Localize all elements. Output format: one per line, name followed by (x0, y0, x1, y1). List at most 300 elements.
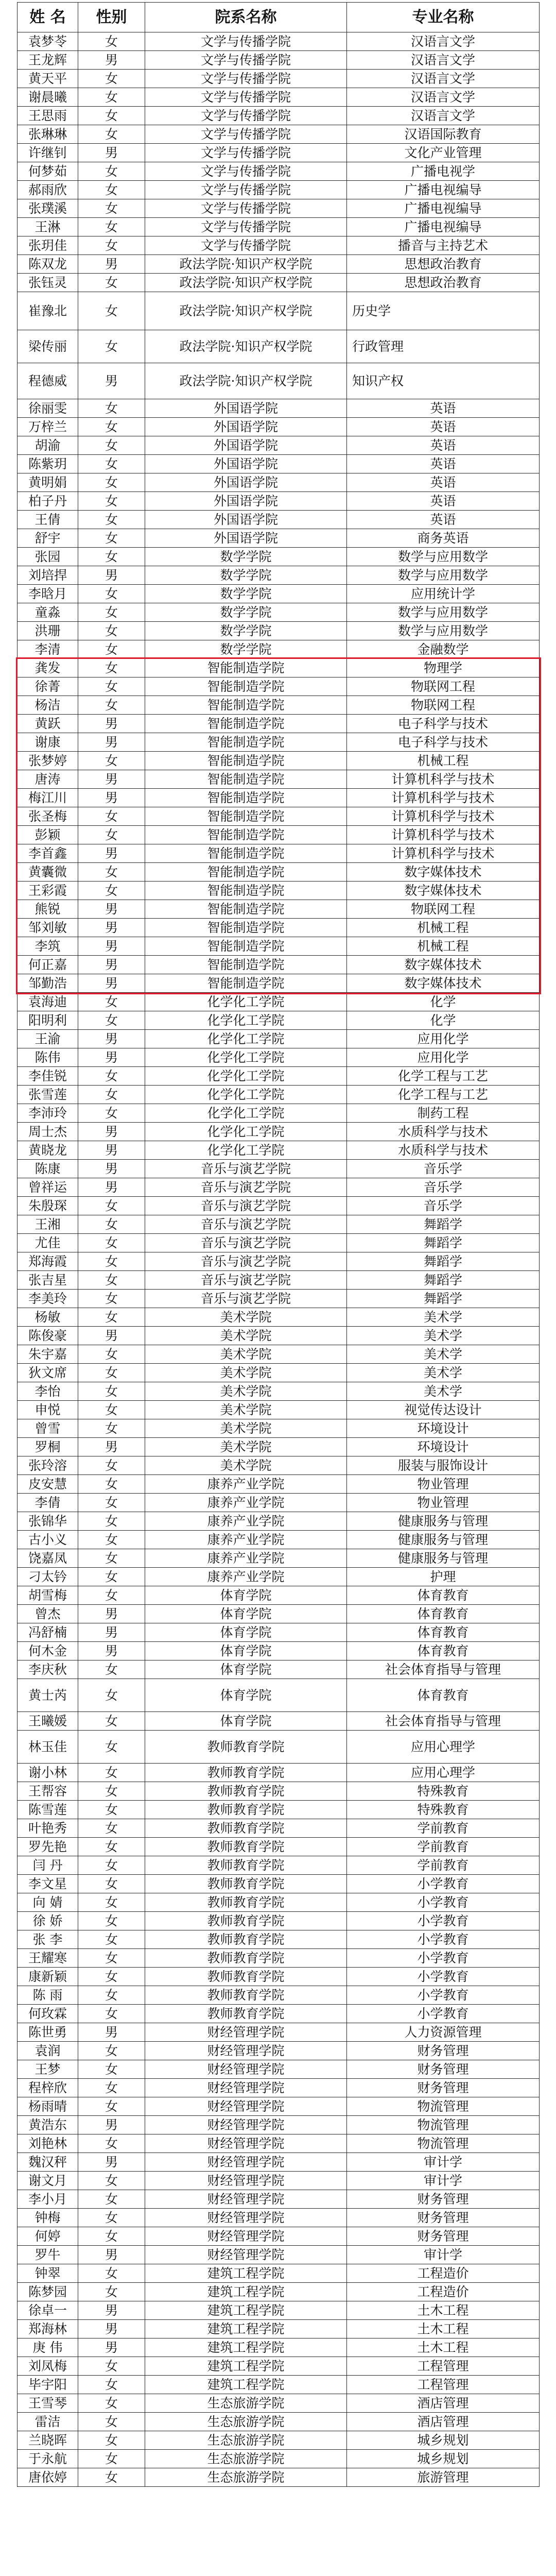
table-row (18, 88, 540, 107)
cell-gender: 女 (78, 752, 145, 770)
cell-major: 汉语国际教育 (347, 125, 540, 144)
cell-gender: 男 (78, 2246, 145, 2264)
cell-college: 体育学院 (145, 1586, 347, 1605)
cell-college: 政法学院·知识产权学院 (145, 330, 347, 363)
cell-name: 皮安慧 (18, 1475, 78, 1494)
cell-gender: 女 (78, 1215, 145, 1234)
table-row (18, 1086, 540, 1104)
cell-name: 洪珊 (18, 622, 78, 640)
table-row (18, 51, 540, 70)
cell-gender: 女 (78, 1345, 145, 1364)
cell-major: 物联网工程 (347, 677, 540, 696)
cell-college: 生态旅游学院 (145, 2394, 347, 2413)
cell-gender: 男 (78, 937, 145, 956)
cell-name: 徐卓一 (18, 2301, 78, 2320)
cell-name: 刘凤梅 (18, 2357, 78, 2376)
cell-name: 王梦 (18, 2060, 78, 2079)
table-row (18, 1623, 540, 1642)
cell-college: 生态旅游学院 (145, 2468, 347, 2487)
cell-gender: 女 (78, 2357, 145, 2376)
table-row (18, 1782, 540, 1801)
cell-name: 兰晓晖 (18, 2431, 78, 2450)
cell-major: 财务管理 (347, 2060, 540, 2079)
cell-major: 音乐学 (347, 1160, 540, 1178)
cell-major: 服装与服饰设计 (347, 1456, 540, 1475)
cell-major: 计算机科学与技术 (347, 770, 540, 789)
cell-name: 胡渝 (18, 436, 78, 455)
cell-major: 机械工程 (347, 919, 540, 937)
table-row (18, 1067, 540, 1086)
cell-major: 化学 (347, 993, 540, 1011)
cell-gender: 女 (78, 1494, 145, 1512)
table-row (18, 1308, 540, 1327)
cell-college: 政法学院·知识产权学院 (145, 363, 347, 399)
cell-name: 邹勤浩 (18, 974, 78, 993)
cell-gender: 女 (78, 1364, 145, 1382)
cell-name: 唐涛 (18, 770, 78, 789)
cell-gender: 女 (78, 2227, 145, 2246)
table-row (18, 696, 540, 715)
cell-gender: 女 (78, 32, 145, 51)
cell-major: 特殊教育 (347, 1801, 540, 1819)
cell-gender: 女 (78, 640, 145, 659)
table-row (18, 1893, 540, 1912)
cell-college: 教师教育学院 (145, 1912, 347, 1930)
cell-college: 美术学院 (145, 1345, 347, 1364)
cell-college: 建筑工程学院 (145, 2320, 347, 2338)
cell-name: 王淋 (18, 218, 78, 236)
cell-name: 钟梅 (18, 2209, 78, 2227)
cell-name: 许继钊 (18, 144, 78, 162)
cell-name: 李庆秋 (18, 1660, 78, 1679)
cell-gender: 女 (78, 2060, 145, 2079)
cell-college: 文学与传播学院 (145, 125, 347, 144)
cell-gender: 女 (78, 107, 145, 125)
cell-gender: 男 (78, 919, 145, 937)
cell-college: 智能制造学院 (145, 807, 347, 826)
cell-gender: 女 (78, 807, 145, 826)
table-row (18, 2079, 540, 2097)
cell-name: 张园 (18, 548, 78, 566)
cell-name: 郝雨欣 (18, 181, 78, 199)
cell-college: 教师教育学院 (145, 1893, 347, 1912)
cell-gender: 男 (78, 1048, 145, 1067)
cell-major: 汉语言文学 (347, 51, 540, 70)
table-row (18, 1104, 540, 1123)
cell-major: 环境设计 (347, 1419, 540, 1438)
cell-major: 英语 (347, 455, 540, 473)
cell-major: 学前教育 (347, 1856, 540, 1875)
cell-major: 护理 (347, 1568, 540, 1586)
cell-college: 建筑工程学院 (145, 2338, 347, 2357)
cell-name: 尤佳 (18, 1234, 78, 1252)
cell-major: 小学教育 (347, 1912, 540, 1930)
cell-name: 李佳锐 (18, 1067, 78, 1086)
cell-name: 康新颖 (18, 1968, 78, 1986)
cell-name: 毕宇阳 (18, 2376, 78, 2394)
cell-college: 外国语学院 (145, 399, 347, 418)
cell-name: 黄晓龙 (18, 1141, 78, 1160)
cell-gender: 男 (78, 770, 145, 789)
cell-college: 音乐与演艺学院 (145, 1271, 347, 1290)
cell-major: 英语 (347, 418, 540, 436)
cell-college: 教师教育学院 (145, 1731, 347, 1764)
cell-major: 美术学 (347, 1345, 540, 1364)
cell-college: 体育学院 (145, 1605, 347, 1623)
cell-major: 音乐学 (347, 1178, 540, 1197)
table-row (18, 529, 540, 548)
cell-college: 智能制造学院 (145, 844, 347, 863)
cell-name: 张 李 (18, 1930, 78, 1949)
cell-major: 财务管理 (347, 2209, 540, 2227)
cell-college: 智能制造学院 (145, 882, 347, 900)
cell-major: 体育教育 (347, 1605, 540, 1623)
cell-name: 陈梦园 (18, 2283, 78, 2301)
cell-major: 数字媒体技术 (347, 882, 540, 900)
cell-college: 财经管理学院 (145, 2116, 347, 2134)
table-row (18, 993, 540, 1011)
cell-college: 外国语学院 (145, 492, 347, 511)
cell-name: 郑海霞 (18, 1252, 78, 1271)
cell-gender: 女 (78, 181, 145, 199)
cell-major: 小学教育 (347, 1930, 540, 1949)
cell-gender: 女 (78, 2468, 145, 2487)
table-row (18, 974, 540, 993)
cell-college: 教师教育学院 (145, 1819, 347, 1838)
table-row (18, 882, 540, 900)
cell-gender: 男 (78, 2301, 145, 2320)
table-row (18, 1856, 540, 1875)
cell-major: 数学与应用数学 (347, 566, 540, 585)
cell-gender: 男 (78, 2338, 145, 2357)
cell-college: 建筑工程学院 (145, 2376, 347, 2394)
cell-college: 美术学院 (145, 1308, 347, 1327)
cell-major: 商务英语 (347, 529, 540, 548)
cell-college: 文学与传播学院 (145, 70, 347, 88)
cell-major: 美术学 (347, 1382, 540, 1401)
cell-major: 社会体育指导与管理 (347, 1712, 540, 1731)
cell-major: 舞蹈学 (347, 1271, 540, 1290)
cell-gender: 女 (78, 1930, 145, 1949)
cell-college: 智能制造学院 (145, 789, 347, 807)
cell-gender: 女 (78, 2190, 145, 2209)
table-row (18, 455, 540, 473)
table-row (18, 2172, 540, 2190)
cell-gender: 男 (78, 1160, 145, 1178)
table-row (18, 789, 540, 807)
cell-gender: 男 (78, 900, 145, 919)
cell-gender: 女 (78, 1067, 145, 1086)
cell-college: 音乐与演艺学院 (145, 1290, 347, 1308)
cell-college: 财经管理学院 (145, 2060, 347, 2079)
table-row (18, 937, 540, 956)
cell-name: 王曦媛 (18, 1712, 78, 1731)
cell-major: 化学工程与工艺 (347, 1086, 540, 1104)
cell-gender: 女 (78, 1086, 145, 1104)
cell-major: 水质科学与技术 (347, 1141, 540, 1160)
cell-name: 李倩 (18, 1494, 78, 1512)
cell-name: 申悦 (18, 1401, 78, 1419)
cell-major: 广播电视编导 (347, 199, 540, 218)
cell-gender: 男 (78, 1178, 145, 1197)
cell-college: 智能制造学院 (145, 956, 347, 974)
cell-gender: 女 (78, 1271, 145, 1290)
cell-gender: 女 (78, 1986, 145, 2005)
cell-major: 审计学 (347, 2172, 540, 2190)
cell-major: 财务管理 (347, 2079, 540, 2097)
cell-major: 环境设计 (347, 1438, 540, 1456)
cell-gender: 女 (78, 199, 145, 218)
cell-college: 康养产业学院 (145, 1568, 347, 1586)
table-row (18, 473, 540, 492)
cell-major: 小学教育 (347, 2005, 540, 2023)
cell-gender: 女 (78, 2413, 145, 2431)
table-row (18, 715, 540, 733)
table-row (18, 1141, 540, 1160)
cell-name: 谢晨曦 (18, 88, 78, 107)
cell-gender: 女 (78, 585, 145, 603)
cell-college: 外国语学院 (145, 436, 347, 455)
cell-college: 音乐与演艺学院 (145, 1215, 347, 1234)
cell-college: 数学学院 (145, 622, 347, 640)
cell-major: 计算机科学与技术 (347, 807, 540, 826)
cell-major: 播音与主持艺术 (347, 236, 540, 255)
cell-name: 邹刘敏 (18, 919, 78, 937)
cell-gender: 女 (78, 622, 145, 640)
table-row (18, 622, 540, 640)
table-row (18, 1364, 540, 1382)
cell-name: 罗先艳 (18, 1838, 78, 1856)
cell-gender: 女 (78, 882, 145, 900)
cell-name: 梁传丽 (18, 330, 78, 363)
cell-major: 特殊教育 (347, 1782, 540, 1801)
cell-gender: 女 (78, 292, 145, 330)
cell-name: 王雪琴 (18, 2394, 78, 2413)
cell-college: 外国语学院 (145, 418, 347, 436)
cell-college: 数学学院 (145, 548, 347, 566)
cell-name: 张梦婷 (18, 752, 78, 770)
table-row (18, 1679, 540, 1712)
table-row (18, 492, 540, 511)
cell-name: 刘培捍 (18, 566, 78, 585)
cell-gender: 女 (78, 1586, 145, 1605)
cell-name: 万梓兰 (18, 418, 78, 436)
cell-gender: 男 (78, 1623, 145, 1642)
cell-name: 王倩 (18, 511, 78, 529)
table-row (18, 1234, 540, 1252)
student-table (17, 2, 540, 2487)
cell-college: 智能制造学院 (145, 659, 347, 677)
cell-major: 物业管理 (347, 1475, 540, 1494)
table-row (18, 2042, 540, 2060)
cell-college: 财经管理学院 (145, 2172, 347, 2190)
cell-name: 罗桐 (18, 1438, 78, 1456)
table-row (18, 2450, 540, 2468)
cell-gender: 女 (78, 1782, 145, 1801)
cell-major: 数学与应用数学 (347, 548, 540, 566)
cell-gender: 女 (78, 1712, 145, 1731)
cell-major: 汉语言文学 (347, 107, 540, 125)
table-row (18, 292, 540, 330)
cell-major: 知识产权 (347, 363, 540, 399)
table-row (18, 1252, 540, 1271)
cell-college: 教师教育学院 (145, 1986, 347, 2005)
table-row (18, 2394, 540, 2413)
table-row (18, 2283, 540, 2301)
cell-major: 舞蹈学 (347, 1252, 540, 1271)
cell-major: 化学工程与工艺 (347, 1067, 540, 1086)
cell-name: 王龙辉 (18, 51, 78, 70)
cell-name: 何正嘉 (18, 956, 78, 974)
table-row (18, 640, 540, 659)
table-row (18, 1531, 540, 1549)
table-row (18, 1401, 540, 1419)
cell-major: 化学 (347, 1011, 540, 1030)
table-row (18, 1586, 540, 1605)
cell-name: 谢小林 (18, 1764, 78, 1782)
header-name: 姓 名 (18, 3, 78, 32)
cell-gender: 女 (78, 2376, 145, 2394)
header-row (18, 3, 540, 32)
table-row (18, 1712, 540, 1731)
cell-name: 古小义 (18, 1531, 78, 1549)
cell-name: 黄跃 (18, 715, 78, 733)
cell-gender: 男 (78, 255, 145, 274)
table-row (18, 1801, 540, 1819)
cell-gender: 女 (78, 418, 145, 436)
cell-gender: 女 (78, 1290, 145, 1308)
table-row (18, 363, 540, 399)
cell-gender: 女 (78, 1679, 145, 1712)
cell-gender: 女 (78, 529, 145, 548)
cell-name: 张璞溪 (18, 199, 78, 218)
cell-name: 魏汉秤 (18, 2153, 78, 2172)
cell-college: 文学与传播学院 (145, 107, 347, 125)
cell-name: 李晗月 (18, 585, 78, 603)
cell-college: 化学化工学院 (145, 1030, 347, 1048)
cell-college: 美术学院 (145, 1327, 347, 1345)
cell-name: 黄浩东 (18, 2116, 78, 2134)
cell-name: 陈双龙 (18, 255, 78, 274)
cell-gender: 男 (78, 1123, 145, 1141)
cell-name: 熊锐 (18, 900, 78, 919)
cell-college: 外国语学院 (145, 473, 347, 492)
cell-gender: 女 (78, 1856, 145, 1875)
table-row (18, 1011, 540, 1030)
cell-major: 物联网工程 (347, 900, 540, 919)
cell-name: 柏子丹 (18, 492, 78, 511)
table-row (18, 2023, 540, 2042)
table-row (18, 162, 540, 181)
cell-name: 周士杰 (18, 1123, 78, 1141)
table-row (18, 1030, 540, 1048)
cell-gender: 女 (78, 2042, 145, 2060)
cell-gender: 女 (78, 88, 145, 107)
table-row (18, 236, 540, 255)
cell-name: 陈世勇 (18, 2023, 78, 2042)
cell-major: 学前教育 (347, 1838, 540, 1856)
cell-college: 智能制造学院 (145, 770, 347, 789)
table-row (18, 255, 540, 274)
cell-gender: 女 (78, 548, 145, 566)
cell-name: 李文星 (18, 1875, 78, 1893)
cell-name: 张雪莲 (18, 1086, 78, 1104)
cell-major: 物联网工程 (347, 696, 540, 715)
cell-name: 朱殷琛 (18, 1197, 78, 1215)
cell-college: 教师教育学院 (145, 1875, 347, 1893)
table-row (18, 2060, 540, 2079)
cell-major: 文化产业管理 (347, 144, 540, 162)
cell-major: 英语 (347, 492, 540, 511)
cell-major: 机械工程 (347, 752, 540, 770)
cell-gender: 女 (78, 1456, 145, 1475)
cell-college: 美术学院 (145, 1401, 347, 1419)
cell-name: 闫 丹 (18, 1856, 78, 1875)
cell-gender: 女 (78, 659, 145, 677)
cell-gender: 女 (78, 274, 145, 292)
cell-gender: 男 (78, 1030, 145, 1048)
cell-college: 教师教育学院 (145, 1782, 347, 1801)
table-row (18, 199, 540, 218)
cell-major: 物理学 (347, 659, 540, 677)
cell-name: 黄天平 (18, 70, 78, 88)
cell-college: 政法学院·知识产权学院 (145, 255, 347, 274)
cell-major: 数字媒体技术 (347, 974, 540, 993)
cell-college: 文学与传播学院 (145, 32, 347, 51)
table-row (18, 603, 540, 622)
cell-gender: 女 (78, 1801, 145, 1819)
cell-college: 智能制造学院 (145, 900, 347, 919)
table-row (18, 585, 540, 603)
cell-gender: 女 (78, 473, 145, 492)
cell-gender: 男 (78, 51, 145, 70)
cell-gender: 女 (78, 1660, 145, 1679)
cell-major: 小学教育 (347, 1949, 540, 1968)
cell-name: 陈 雨 (18, 1986, 78, 2005)
cell-gender: 女 (78, 1838, 145, 1856)
cell-college: 化学化工学院 (145, 1141, 347, 1160)
table-row (18, 1160, 540, 1178)
table-row (18, 752, 540, 770)
table-row (18, 2468, 540, 2487)
cell-major: 酒店管理 (347, 2394, 540, 2413)
cell-college: 化学化工学院 (145, 1086, 347, 1104)
cell-major: 财务管理 (347, 2227, 540, 2246)
cell-gender: 女 (78, 1949, 145, 1968)
cell-name: 李美玲 (18, 1290, 78, 1308)
table-row (18, 1731, 540, 1764)
cell-college: 教师教育学院 (145, 1764, 347, 1782)
cell-college: 体育学院 (145, 1679, 347, 1712)
table-row (18, 1456, 540, 1475)
cell-name: 何玫霖 (18, 2005, 78, 2023)
cell-college: 教师教育学院 (145, 1949, 347, 1968)
cell-name: 阳明利 (18, 1011, 78, 1030)
table-row (18, 1475, 540, 1494)
cell-college: 外国语学院 (145, 455, 347, 473)
cell-gender: 女 (78, 1912, 145, 1930)
cell-major: 物流管理 (347, 2116, 540, 2134)
cell-major: 社会体育指导与管理 (347, 1660, 540, 1679)
cell-college: 建筑工程学院 (145, 2264, 347, 2283)
cell-name: 雷洁 (18, 2413, 78, 2431)
cell-name: 谢康 (18, 733, 78, 752)
cell-name: 梅江川 (18, 789, 78, 807)
cell-name: 于永航 (18, 2450, 78, 2468)
cell-major: 行政管理 (347, 330, 540, 363)
cell-college: 化学化工学院 (145, 1104, 347, 1123)
cell-major: 体育教育 (347, 1586, 540, 1605)
